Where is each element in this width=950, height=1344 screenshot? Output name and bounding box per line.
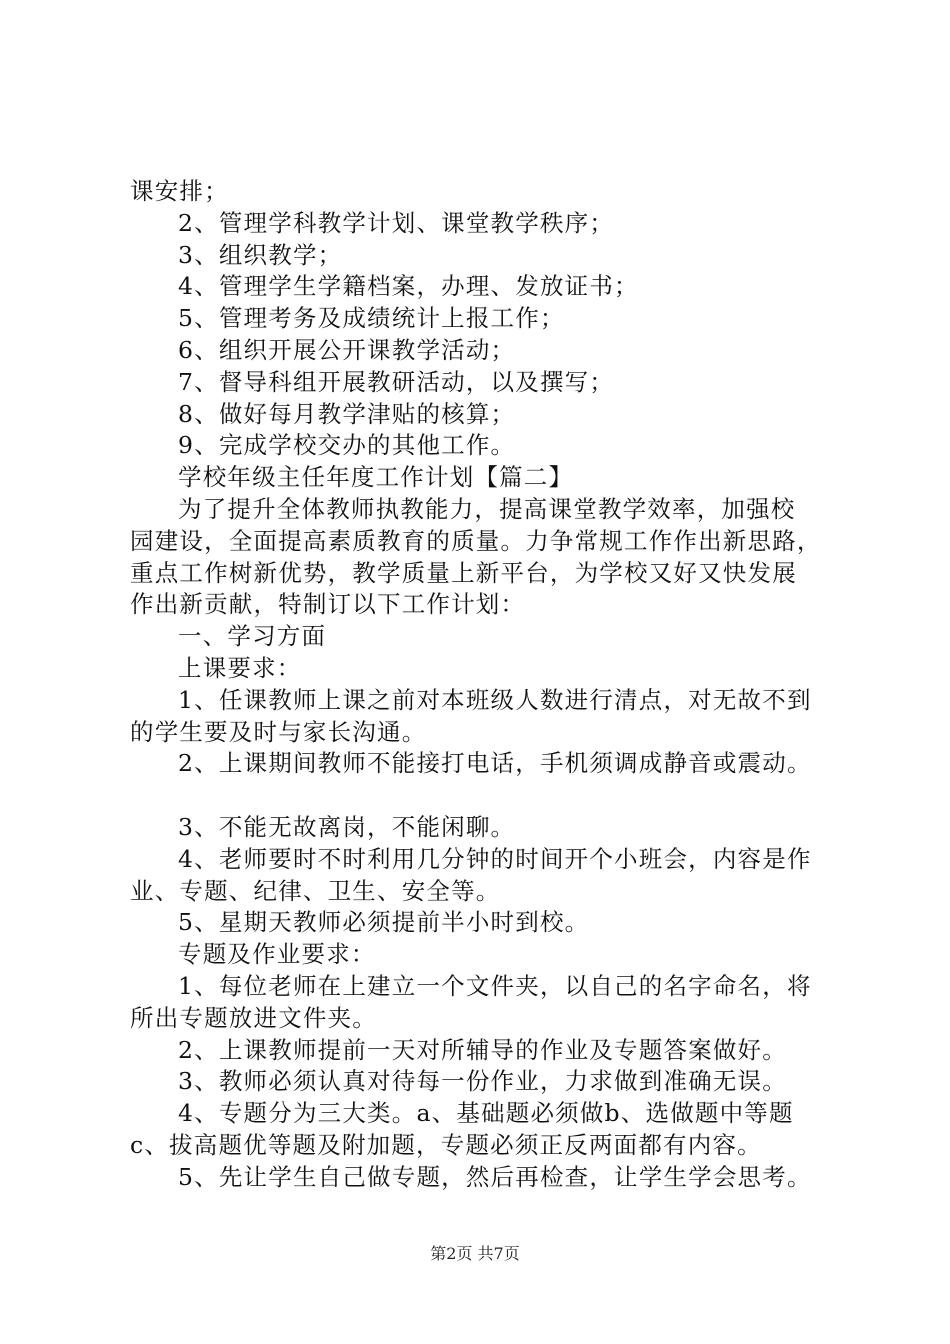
text-line: 的学生要及时与家长沟通。: [130, 717, 427, 746]
text-line: 2、上课教师提前一天对所辅导的作业及专题答案做好。: [178, 1035, 787, 1064]
text-line: 所出专题放进文件夹。: [130, 1003, 377, 1032]
text-line: 5、管理考务及成绩统计上报工作；: [178, 304, 565, 333]
document-body: [130, 176, 840, 1194]
text-line: 1、每位老师在上建立一个文件夹，以自己的名字命名，将: [178, 971, 812, 1000]
text-line: 1、任课教师上课之前对本班级人数进行清点，对无故不到: [178, 685, 812, 714]
text-line: c、拔高题优等题及附加题，专题必须正反两面都有内容。: [130, 1130, 762, 1159]
text-line: 4、管理学生学籍档案，办理、发放证书；: [178, 272, 639, 301]
text-line: 4、老师要时不时利用几分钟的时间开个小班会，内容是作: [178, 844, 812, 873]
text-line: 2、管理学科教学计划、课堂教学秩序；: [178, 208, 615, 237]
text-line: 9、完成学校交办的其他工作。: [178, 431, 516, 460]
text-line: 专题及作业要求：: [178, 940, 376, 969]
blank-line: [130, 780, 840, 812]
text-line: 5、先让学生自己做专题，然后再检查，让学生学会思考。: [178, 1162, 812, 1191]
text-line: 上课要求：: [178, 653, 302, 682]
text-line: 7、督导科组开展教研活动，以及撰写；: [178, 367, 615, 396]
text-line: 为了提升全体教师执教能力，提高课堂教学效率，加强校: [178, 494, 796, 523]
text-line: 2、上课期间教师不能接打电话，手机须调成静音或震动。: [178, 749, 812, 778]
text-line: 3、教师必须认真对待每一份作业，力求做到准确无误。: [178, 1067, 787, 1096]
text-line: 一、学习方面: [178, 622, 327, 651]
text-line: 学校年级主任年度工作计划【篇二】: [178, 463, 574, 492]
text-line: 业、专题、纪律、卫生、安全等。: [130, 876, 501, 905]
text-line: 课安排；: [130, 177, 229, 205]
text-line: 8、做好每月教学津贴的核算；: [178, 399, 516, 428]
text-line: 作出新贡献，特制订以下工作计划：: [130, 590, 526, 619]
text-line: 5、星期天教师必须提前半小时到校。: [178, 908, 590, 937]
text-line: 3、组织教学；: [178, 240, 343, 269]
page-number: 第2页 共7页: [430, 1244, 520, 1263]
text-line: 4、专题分为三大类。a、基础题必须做b、选做题中等题: [178, 1099, 794, 1128]
text-line: 重点工作树新优势，教学质量上新平台，为学校又好又快发展: [130, 558, 797, 587]
text-line: 3、不能无故离岗，不能闲聊。: [178, 812, 516, 841]
text-line: 6、组织开展公开课教学活动；: [178, 335, 516, 364]
text-line: 园建设，全面提高素质教育的质量。力争常规工作作出新思路，: [130, 526, 822, 555]
